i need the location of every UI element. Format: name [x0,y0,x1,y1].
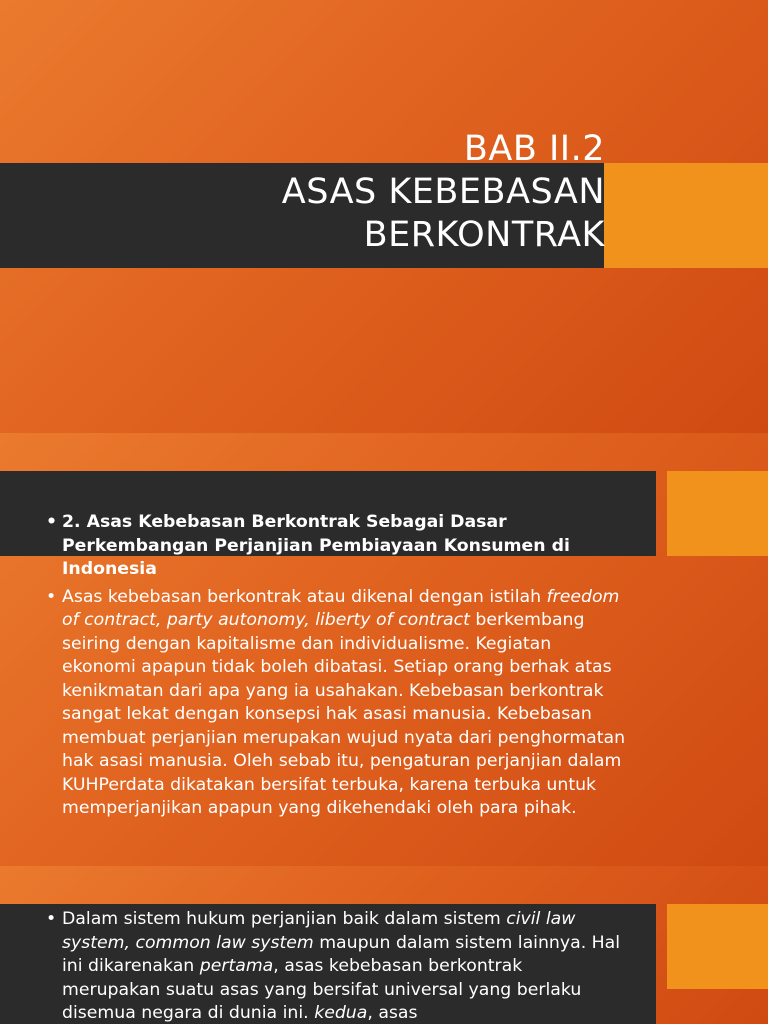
bullet-dot: • [46,586,57,607]
slide-content-2 [0,866,768,1024]
title-accent-block [604,163,768,268]
bullet-paragraph [46,908,626,1024]
slide-title [0,0,768,433]
bullet-dot: • [46,512,58,532]
title-line-1: BAB II.2 [463,129,605,169]
paragraph-text-2: berkembang seiring dengan kapitalisme dan individualisme. Kegiatan ekonomi apapun tidak boleh dibatasi. Setiap orang berhak atas kenikmatan dari apa yang ia usahakan. Kebebasan berkontrak sangat lekat dengan konsepsi hak asasi manusia. Kebebasan membuat perjanjian merupakan wujud nyata dari penghormatan hak asasi manusia. Oleh sebab itu, pengaturan perjanjian dalam KUHPerdata dikatakan bersifat terbuka, karena terbuka untuk memperjanjikan apapun yang dikehendaki oleh para pihak. [62,610,626,818]
paragraph-text-4: , asas [367,1003,418,1023]
accent-block [667,471,768,556]
bullet-heading [46,511,626,582]
paragraph-italic-1: civil law system, common law system [62,909,576,953]
paragraph-text-1: Dalam sistem hukum perjanjian baik dalam sistem [62,909,507,929]
paragraph-text-1: Asas kebebasan berkontrak atau dikenal dengan istilah [62,586,547,607]
title-line-3: BERKONTRAK [363,215,605,255]
bullet-dot: • [46,909,57,929]
slide-content-1 [0,433,768,866]
accent-block [667,904,768,989]
paragraph-italic-3: kedua [314,1003,368,1023]
paragraph-text-2: maupun dalam sistem lainnya. Hal ini dikarenakan [62,932,621,976]
paragraph-italic-2: pertama [199,956,274,976]
paragraph-text-3: , asas kebebasan berkontrak merupakan suatu asas yang bersifat universal yang berlaku disemua negara di dunia ini. [62,956,582,1023]
bullet-list [46,511,626,825]
title-line-2: ASAS KEBEBASAN [281,172,605,212]
paragraph-italic-terms: freedom of contract, party autonomy, liberty of contract [62,586,620,630]
bullet-paragraph [46,586,626,821]
slide-title-text [282,128,605,257]
bullet-list [46,908,626,1024]
bullet-text: 2. Asas Kebebasan Berkontrak Sebagai Dasar Perkembangan Perjanjian Pembiayaan Konsumen di Indonesia [62,512,570,579]
